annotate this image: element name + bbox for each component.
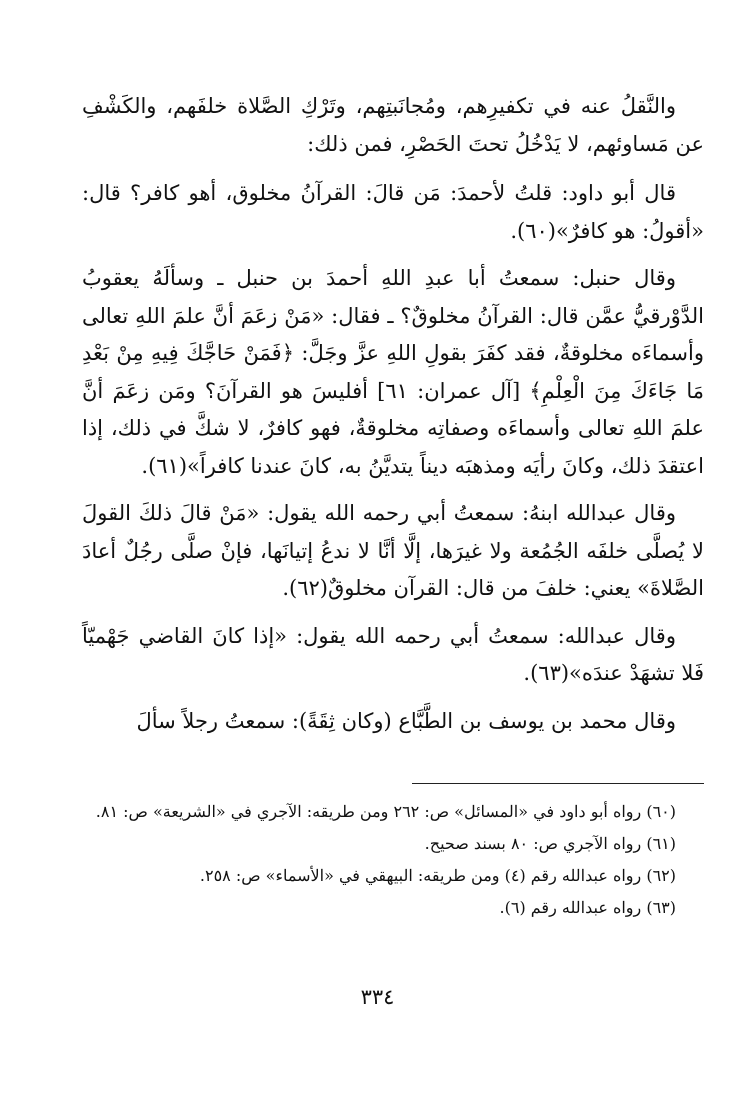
paragraph-ibn-tabba: وقال محمد بن يوسف بن الطَّبَّاع (وكان ثِقَةً): سمعتُ رجلاً سألَ (136, 708, 676, 733)
main-text (82, 88, 704, 750)
footnote-63: (٦٣) رواه عبدالله رقم (٦). (499, 898, 676, 917)
footnote-divider (412, 783, 704, 784)
paragraph-intro: والنَّقلُ عنه في تكفيرِهم، ومُجانَبتِهم، وتَرْكِ الصَّلاة خلفَهم، والكَشْفِ عن مَساوئهم، لا يَدْخُلُ تحتَ الحَصْرِ، فمن ذلك: (82, 94, 704, 156)
paragraph-abu-dawud: قال أبو داود: قلتُ لأحمدَ: مَن قالَ: القرآنُ مخلوق، أهو كافر؟ قال: «أقولُ: هو كافرٌ»(٦٠). (82, 181, 704, 243)
footnote-60: (٦٠) رواه أبو داود في «المسائل» ص: ٢٦٢ ومن طريقه: الآجري في «الشريعة» ص: ٨١. (95, 802, 676, 821)
page-number: ٣٣٤ (360, 985, 395, 1009)
paragraph-abdullah-2: وقال عبدالله: سمعتُ أبي رحمه الله يقول: «إذا كانَ القاضي جَهْميّاً فَلا تشهَدْ عندَه»(٦٣). (82, 623, 704, 685)
footnote-62: (٦٢) رواه عبدالله رقم (٤) ومن طريقه: البيهقي في «الأسماء» ص: ٢٥٨. (199, 866, 676, 885)
paragraph-hanbal: وقال حنبل: سمعتُ أبا عبدِ اللهِ أحمدَ بن حنبل ـ وسألَهُ يعقوبُ الدَّوْرقيُّ عمَّن قال: القرآنُ مخلوقٌ؟ ـ فقال: «مَنْ زعَمَ أنَّ علمَ اللهِ تعالى وأسماءَه مخلوقةٌ، فقد كفَرَ بقولِ اللهِ عزَّ وجَلَّ: ﴿فَمَنْ حَاجَّكَ فِيهِ مِنْ بَعْدِ مَا جَاءَكَ مِنَ الْعِلْمِ﴾ [آل عمران: ٦١] أفليسَ هو القرآنَ؟ ومَن زعَمَ أنَّ علمَ اللهِ تعالى وأسماءَه وصفاتِه مخلوقةٌ، فهو كافرٌ، لا شكَّ في ذلك، إذا اعتقدَ ذلك، وكانَ رأيَه ومذهبَه ديناً يتديَّنُ به، كانَ عندنا كافراً»(٦١). (82, 266, 705, 478)
paragraph-abdullah-1: وقال عبدالله ابنهُ: سمعتُ أبي رحمه الله يقول: «مَنْ قالَ ذلكَ القولَ لا يُصلَّى خلفَه الجُمُعة ولا غيرَها، إلَّا أنَّا لا ندعُ إتيانَها، فإنْ صلَّى رجُلٌ أعادَ الصَّلاةَ» يعني: خلفَ من قال: القرآن مخلوقٌ(٦٢). (82, 501, 704, 600)
footnotes (82, 796, 704, 924)
footnote-61: (٦١) رواه الآجري ص: ٨٠ بسند صحيح. (424, 834, 676, 853)
